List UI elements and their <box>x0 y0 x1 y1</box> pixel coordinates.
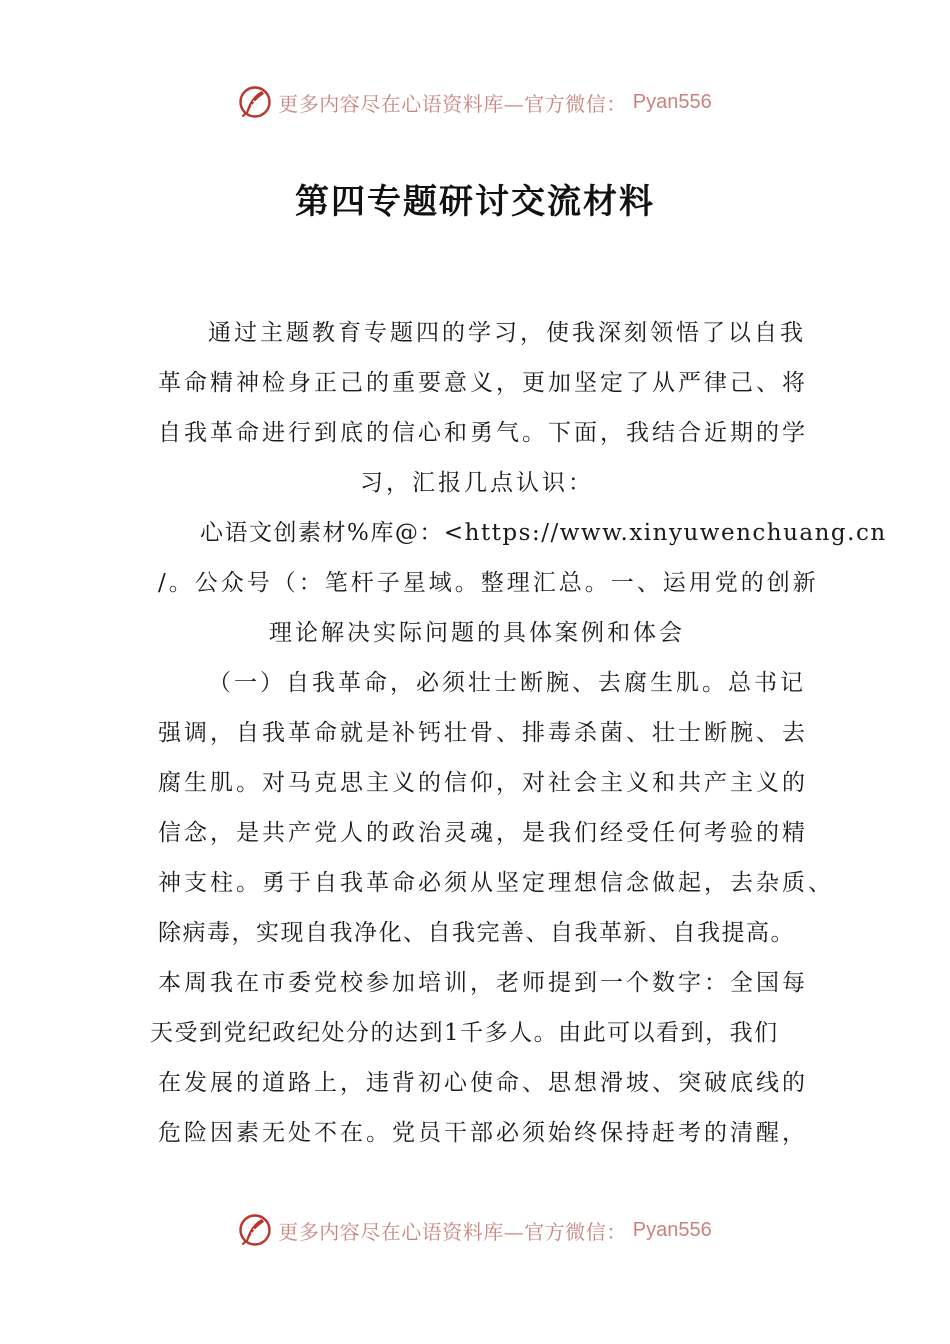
text-line: 在发展的道路上，违背初心使命、思想滑坡、突破底线的 <box>158 1070 808 1096</box>
document-title: 第四专题研讨交流材料 <box>295 182 655 222</box>
watermark-wechat-id: Pyan556 <box>632 1218 712 1241</box>
watermark-text: 更多内容尽在心语资料库—官方微信： <box>278 91 627 116</box>
quill-pen-logo-icon <box>238 85 272 119</box>
text-line: 革命精神检身正己的重要意义，更加坚定了从严律己、将 <box>158 370 808 396</box>
section-heading: 理论解决实际问题的具体案例和体会 <box>269 620 685 646</box>
footer-watermark-banner <box>0 1210 950 1250</box>
watermark-wechat-id: Pyan556 <box>632 90 712 113</box>
text-line: 自我革命进行到底的信心和勇气。下面，我结合近期的学 <box>158 420 808 446</box>
text-line: 心语文创素材%库@：<https://www.xinyuwenchuang.cn <box>200 520 887 546</box>
text-line: 强调，自我革命就是补钙壮骨、排毒杀菌、壮士断腕、去 <box>158 720 808 746</box>
text-line: （一）自我革命，必须壮士断腕、去腐生肌。总书记 <box>208 670 806 696</box>
source-link-line <box>150 508 887 558</box>
text-line: 习，汇报几点认识： <box>360 470 594 496</box>
watermark-text: 更多内容尽在心语资料库—官方微信： <box>278 1219 627 1244</box>
quill-pen-logo-icon <box>238 1213 272 1247</box>
text-line: 神支柱。勇于自我革命必须从坚定理想信念做起，去杂质、 <box>158 870 834 896</box>
text-line: 信念，是共产党人的政治灵魂，是我们经受任何考验的精 <box>158 820 808 846</box>
text-line: 本周我在市委党校参加培训，老师提到一个数字：全国每 <box>158 970 808 996</box>
text-line: 通过主题教育专题四的学习，使我深刻领悟了以自我 <box>208 320 806 346</box>
text-line: 天受到党纪政纪处分的达到1千多人。由此可以看到，我们 <box>150 1020 779 1046</box>
text-line: 腐生肌。对马克思主义的信仰，对社会主义和共产主义的 <box>158 770 808 796</box>
header-watermark-banner <box>0 82 950 122</box>
document-body <box>150 308 887 1158</box>
text-line: /。公众号（：笔杆子星域。整理汇总。一、运用党的创新 <box>158 570 819 596</box>
text-line: 危险因素无处不在。党员干部必须始终保持赶考的清醒， <box>158 1120 808 1146</box>
text-line: 除病毒，实现自我净化、自我完善、自我革新、自我提高。 <box>158 920 795 946</box>
